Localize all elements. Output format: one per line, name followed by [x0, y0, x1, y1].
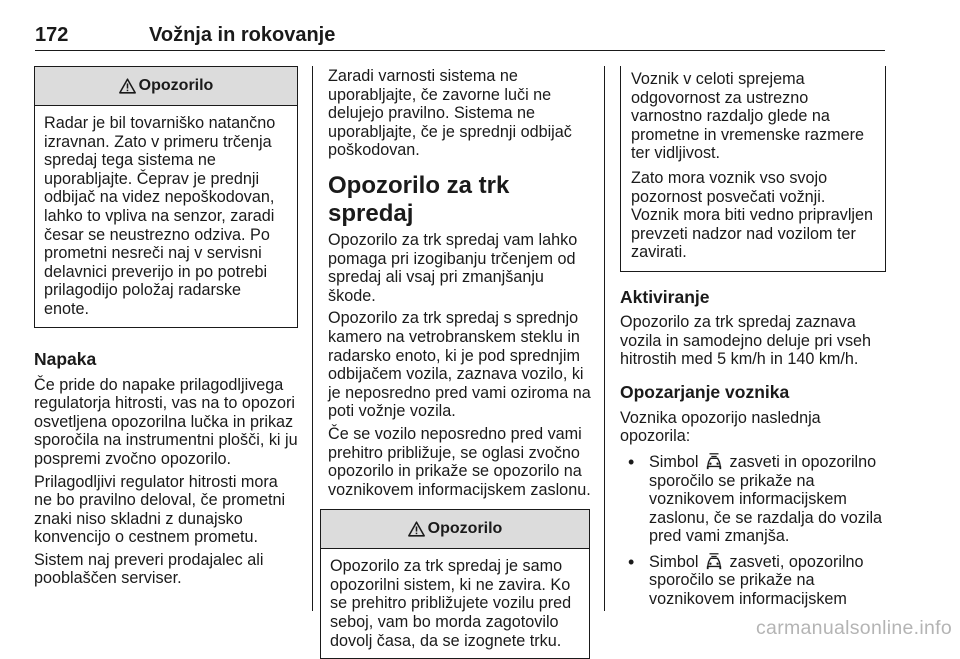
warning-title: Opozorilo — [138, 76, 214, 94]
chapter-title: Vožnja in rokovanje — [149, 24, 336, 46]
paragraph: Opozorilo za trk spredaj zaznava vozila in samodejno deluje pri vseh hitrostih med 5 km/h in 140 km/h. — [620, 312, 872, 369]
warning-body: Opozorilo za trk spredaj je samo opozorilni sistem, ki ne zavira. Ko se prehitro približujete vozilu pred seboj, vam bo morda zagotovilo dovolj časa, da se izognete trku. — [330, 557, 572, 650]
warning-box-collision — [320, 509, 590, 659]
bullet: • — [628, 551, 635, 572]
paragraph: Če pride do napake prilagodljivega regulatorja hitrosti, vas na to opozori osvetljena opozorilna lučka in prikaz sporočila na instrumentni plošči, ki ju pospremi zvočno opozorilo. — [34, 375, 298, 468]
watermark: carmanualsonline.info — [756, 617, 952, 640]
bullet-text-post: zasveti, opozorilno sporočilo se prikaže na voznikovem informacijskem — [649, 552, 864, 609]
section-title-opozarjanje: Opozarjanje voznika — [620, 381, 790, 402]
warning-box-continued — [620, 66, 886, 272]
list-item — [620, 552, 886, 609]
warning-paragraph: Voznik v celoti sprejema odgovornost za ustrezno varnostno razdaljo glede na prometne in vremenske razmere ter vidljivost. — [631, 70, 865, 163]
warning-header — [321, 510, 589, 549]
page-header — [35, 24, 885, 51]
alert-list — [620, 452, 886, 609]
paragraph: Opozorilo za trk spredaj s sprednjo kamero na vetrobranskem steklu in radarsko enoto, ki je pod sprednjim odbijačem vozila, zaznava vozilo, ki je neposredno pred vami oziroma na poti vožnje vozila. — [328, 309, 591, 421]
section-title-napaka: Napaka — [34, 348, 97, 369]
heading-front-collision-alert: Opozorilo za trk spredaj — [328, 171, 510, 227]
bullet: • — [628, 451, 635, 472]
warning-triangle-icon — [408, 521, 425, 537]
warning-box-radar — [34, 66, 298, 328]
paragraph: Voznika opozorijo naslednja opozorila: — [620, 408, 821, 446]
warning-body: Radar je bil tovarniško natančno izravnan. Zato v primeru trčenja spredaj tega sistema ne uporabljajte. Čeprav je prednji odbijač na videz nepoškodovan, lahko to vpliva na senzor, zaradi česar se neustrezno odziva. Po prometni nesreči naj v servisni delavnici preverijo in po potrebi prilagodijo položaj radarske enote. — [44, 114, 276, 318]
car-front-icon — [704, 452, 724, 470]
page-number: 172 — [35, 24, 69, 46]
column-divider-2 — [604, 66, 605, 611]
warning-header — [35, 67, 297, 106]
warning-paragraph: Zato mora voznik vso svojo pozornost posvečati vožnji. Voznik mora biti vedno pripravljen prevzeti nadzor nad vozilom ter zavirati. — [631, 168, 874, 262]
intro-paragraph: Zaradi varnosti sistema ne uporabljajte, če zavorne luči ne delujejo pravilno. Sistema ne uporabljajte, če je sprednji odbijač poškodovan. — [328, 67, 572, 160]
paragraph: Če se vozilo neposredno pred vami prehitro približuje, se oglasi zvočno opozorilo in prikaže se opozorilo na voznikovem informacijskem zaslonu. — [328, 424, 591, 499]
warning-title: Opozorilo — [427, 519, 503, 537]
paragraph: Opozorilo za trk spredaj vam lahko pomaga pri izogibanju trčenjem od spredaj ali vsaj pri zmanjšanju škode. — [328, 230, 578, 305]
column-2 — [328, 67, 592, 659]
warning-triangle-icon — [119, 78, 136, 94]
paragraph: Sistem naj preveri prodajalec ali pooblaščen serviser. — [34, 550, 264, 588]
bullet-text-pre: Simbol — [649, 552, 699, 571]
column-3 — [620, 66, 886, 615]
paragraph: Prilagodljivi regulator hitrosti mora ne bo pravilno deloval, če prometni znaki niso skladni z dunajsko konvencijo o cestnem prometu. — [34, 472, 286, 547]
bullet-text-pre: Simbol — [649, 452, 699, 471]
column-1 — [34, 66, 298, 592]
column-divider-1 — [312, 66, 313, 611]
car-front-icon — [704, 552, 724, 570]
bullet-text-post: zasveti in opozorilno sporočilo se prikaže na voznikovem informacijskem zaslonu, če se razdalja do vozila pred vami zmanjša. — [649, 452, 883, 546]
list-item — [620, 452, 886, 546]
section-title-aktiviranje: Aktiviranje — [620, 286, 710, 307]
